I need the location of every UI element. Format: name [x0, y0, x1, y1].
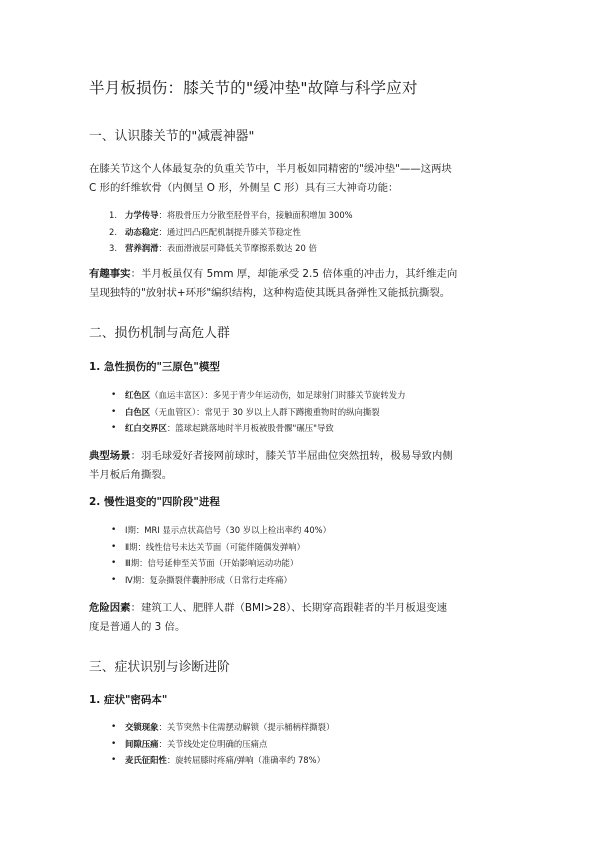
zone-item-red-white: • 红白交界区：篮球起跳落地时半月板被股骨髁"碾压"导致 — [111, 423, 334, 433]
section-1-intro — [89, 160, 509, 198]
stage-item-1: • Ⅰ期：MRI 显示点状高信号（30 岁以上检出率约 40%） — [111, 525, 331, 535]
fun-fact-line-2: 呈现独特的"放射状+环形"编织结构，这种构造使其既具备弹性又能抵抗撕裂。 — [89, 287, 451, 299]
document-title: 半月板损伤：膝关节的"缓冲垫"故障与科学应对 — [89, 79, 418, 97]
intro-line-2: C 形的纤维软骨（内侧呈 O 形，外侧呈 C 形）具有三大神奇功能： — [89, 182, 399, 194]
symptom-list — [89, 719, 334, 769]
function-list — [89, 207, 353, 257]
function-item-2: 2. 动态稳定：通过凹凸匹配机制提升膝关节稳定性 — [109, 226, 301, 237]
chronic-degeneration-subheading: 2. 慢性退变的"四阶段"进程 — [89, 496, 220, 508]
fun-fact-line-1: ：半月板虽仅有 5mm 厚，却能承受 2.5 倍体重的冲击力，其纤维走向 — [130, 268, 458, 280]
typical-scenario-line-1: ：羽毛球爱好者接网前球时，膝关节半屈曲位突然扭转，极易导致内侧 — [130, 450, 453, 462]
section-1-heading: 一、认识膝关节的"减震神器" — [89, 129, 255, 144]
fun-fact-label: 有趣事实 — [89, 268, 131, 280]
section-3-heading: 三、症状识别与诊断进阶 — [89, 660, 230, 675]
acute-injury-subheading: 1. 急性损伤的"三原色"模型 — [89, 361, 220, 373]
symptom-item-locking: • 交锁现象：关节突然卡住需摆动解锁（提示桶柄样撕裂） — [111, 722, 335, 732]
stage-item-4: • Ⅳ期：复杂撕裂伴囊肿形成（日常行走疼痛） — [111, 574, 292, 585]
symptom-item-tenderness: • 间隙压痛：关节线处定位明确的压痛点 — [111, 738, 268, 749]
zone-item-white: • 白色区（无血管区）：常见于 30 岁以上人群下蹲搬重物时的纵向撕裂 — [111, 406, 380, 417]
symptom-item-mcmurray: • 麦氏征阳性：旋转屈膝时疼痛/弹响（准确率约 78%） — [111, 755, 325, 765]
zone-item-red: • 红色区（血运丰富区）：多见于青少年运动伤，如足球射门时膝关节旋转发力 — [111, 390, 406, 400]
intro-line-1: 在膝关节这个人体最复杂的负重关节中，半月板如同精密的"缓冲垫"——这两块 — [89, 163, 452, 175]
zone-list — [89, 387, 406, 437]
section-2-heading: 二、损伤机制与高危人群 — [89, 326, 230, 341]
risk-factors-line-1: ：建筑工人、肥胖人群（BMI>28）、长期穿高跟鞋者的半月板退变速 — [130, 602, 447, 614]
function-item-3: 3. 营养润滑：表面滑液层可降低关节摩擦系数达 20 倍 — [109, 243, 317, 253]
risk-factors-line-2: 度是普通人的 3 倍。 — [89, 621, 186, 633]
typical-scenario-paragraph — [89, 447, 509, 485]
typical-scenario-line-2: 半月板后角撕裂。 — [89, 469, 173, 481]
risk-factors-paragraph — [89, 599, 509, 637]
risk-factors-label: 危险因素 — [89, 602, 131, 614]
typical-scenario-label: 典型场景 — [89, 450, 131, 462]
fun-fact-paragraph — [89, 265, 509, 303]
function-item-1: 1. 力学传导：将股骨压力分散至胫骨平台，接触面积增加 300% — [109, 210, 353, 220]
symptom-subheading: 1. 症状"密码本" — [89, 694, 168, 706]
stage-item-3: • Ⅲ期：信号延伸至关节面（开始影响运动功能） — [111, 558, 299, 568]
stage-list — [89, 522, 331, 588]
stage-item-2: • Ⅱ期：线性信号未达关节面（可能伴随偶发弹响） — [111, 541, 305, 552]
